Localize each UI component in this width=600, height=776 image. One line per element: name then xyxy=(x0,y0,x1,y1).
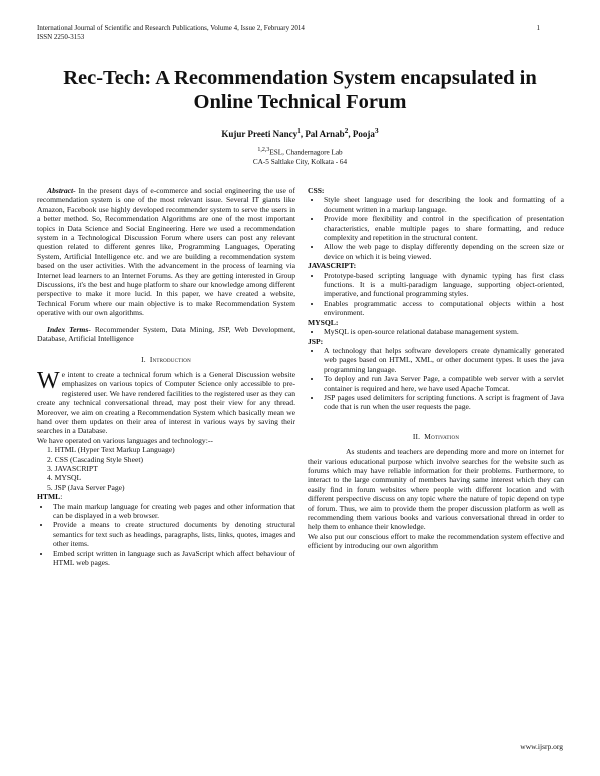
list-item: 3. JAVASCRIPT xyxy=(47,463,98,473)
list-item: • JSP pages used delimiters for scripting functions. A script is fragment of Java code that is run when the user requests the page. xyxy=(322,393,564,412)
right-column xyxy=(308,186,564,551)
author-list: Kujur Preeti Nancy$^1$, Pal Arnab$^2$, Pooja$^3$ xyxy=(221,126,379,139)
section-heading-introduction xyxy=(37,355,295,364)
index-terms xyxy=(37,325,295,344)
section-heading-motivation xyxy=(308,432,564,441)
affiliation-lab: ESL, Chandernagore Lab xyxy=(269,148,343,157)
html-heading xyxy=(37,492,295,501)
javascript-bullets xyxy=(308,271,564,318)
mysql-bullets xyxy=(308,327,564,336)
list-item: • Enables programmatic access to computational objects within a host environment. xyxy=(322,299,564,318)
left-column xyxy=(37,186,295,567)
list-intro: We have operated on various languages and technology:-- xyxy=(37,435,213,445)
list-item: • A technology that helps software developers create dynamically generated web pages based on HTML, XML, or other document types. It uses the java programming language. xyxy=(322,346,564,374)
affiliation-address: CA-5 Saltlake City, Kolkata - 64 xyxy=(252,157,348,166)
author-1: Kujur Preeti Nancy xyxy=(221,129,298,139)
css-bullets xyxy=(308,195,564,261)
list-item: • MySQL is open-source relational database management system. xyxy=(322,327,564,336)
jsp-bullets xyxy=(308,346,564,412)
paper-title: Rec-Tech: A Recommendation System encapsulated in Online Technical Forum xyxy=(63,67,537,113)
css-heading: CSS: xyxy=(308,186,325,195)
introduction-text: e intent to create a technical forum which is a General Discussion website emphasizes on various topics of Computer Science only accessible to pre-registered user. We have rendered facilities to the registered user as they can create any technical conversational thread, may post their view for any thread. Moreover, we aim on creating a Recommendation System which basically mean we hand over them updates on their area of interest in various ways by saving their searches in a Database. xyxy=(37,369,295,436)
author-1-sup: 1 xyxy=(297,126,301,135)
journal-line: International Journal of Scientific and Research Publications, Volume 4, Issue 2, February 2014 xyxy=(37,24,305,32)
abstract-label: Abstract- xyxy=(47,186,76,195)
tech-list xyxy=(37,445,295,492)
introduction-paragraph xyxy=(37,367,295,436)
author-3: Pooja xyxy=(352,129,375,139)
html-colon: : xyxy=(60,492,63,502)
affiliation-sup: 1,2,3 xyxy=(257,147,270,153)
list-item: • Embed script written in language such as JavaScript which affect behaviour of HTML web pages. xyxy=(51,549,295,568)
list-item: • The main markup language for creating web pages and other information that can be displayed in a web browser. xyxy=(51,502,295,521)
drop-cap: W xyxy=(37,367,60,394)
list-item: • Provide a means to create structured documents by denoting structural semantics for text such as headings, paragraphs, lists, links, quotes, images and other items. xyxy=(51,520,295,548)
javascript-heading: JAVASCRIPT: xyxy=(308,261,357,271)
author-2: Pal Arnab xyxy=(305,129,345,139)
list-item: 2. CSS (Cascading Style Sheet) xyxy=(47,454,143,464)
section-title: Motivation xyxy=(424,431,460,441)
motivation-body xyxy=(308,447,564,550)
issn: ISSN 2250-3153 xyxy=(37,33,85,41)
list-item: • Style sheet language used for describing the look and formatting of a document written in a markup language. xyxy=(322,195,564,214)
index-terms-text: - Recommender System, Data Mining, JSP, Web Development, Database, Artificial Intelligence xyxy=(37,324,295,344)
section-number: I. xyxy=(141,354,146,364)
author-3-sup: 3 xyxy=(374,126,379,135)
list-item: • Prototype-based scripting language with dynamic typing has first class functions. It is a multi-paradigm language, supporting object-oriented, imperative, and functional programming styles. xyxy=(322,271,564,299)
motivation-paragraph-2: We also put our conscious effort to make the recommendation system effective and efficient by introducing our own algorithm xyxy=(308,531,564,551)
affiliation xyxy=(40,146,560,167)
section-number: II. xyxy=(412,431,421,441)
mysql-heading: MYSQL: xyxy=(308,317,339,327)
page-number: 1 xyxy=(536,24,540,32)
list-item: 4. MYSQL xyxy=(47,473,82,483)
html-label: HTML xyxy=(37,492,61,502)
journal-header xyxy=(37,24,305,42)
list-item: • Provide more flexibility and control in the specification of presentation characteristics, enable multiple pages to share formatting, and reduce complexity and repetition in the structural content. xyxy=(322,214,564,242)
motivation-paragraph-1: As students and teachers are depending more and more on internet for their various educational purpose which involve searches for the website such as forums which may have reliable information for their problems. Furthermore, to interact to the large community of members having same interest which they can easily find in forum websites where people with different location and with different perspective discuss on any topic where the nature of topic depend on type of forum. Thus, we aim to provide them the proper discussion platform as well as recommending them various books and various conversational thread in order to help them to enhance their knowledge. xyxy=(308,447,564,532)
author-2-sup: 2 xyxy=(344,126,349,135)
index-terms-label: Index Terms xyxy=(47,324,89,334)
list-item: • Allow the web page to display differently depending on the screen size or device on which it is being viewed. xyxy=(322,242,564,261)
list-item: 5. JSP (Java Server Page) xyxy=(47,482,125,492)
abstract xyxy=(37,186,295,318)
jsp-heading: JSP: xyxy=(308,336,324,346)
list-item: 1. HTML (Hyper Text Markup Language) xyxy=(47,445,175,455)
section-title: Introduction xyxy=(149,354,191,364)
footer-url: www.ijsrp.org xyxy=(520,742,563,751)
abstract-text: In the present days of e-commerce and social engineering the use of recommendation system is one of the most relevant issue. Several IT giants like Amazon, Facebook use highly developed recommender system to serve the users in a better method. So, Recommendation Algorithms are one of the most important topics in Data Science and Social Engineering. Here we used a recommendation system in a Technological Discussion Forum where users can post any relevant question related to different genres like, Programming Languages, Operating System, Artificial Intelligence etc. and we are building a recommendation system based on the user activities. With the advancement in the process of learning via Internet lead learners to an Internet Forums. As they are getting interested in Group Discussions, it's the best and huge platform to share our knowledge among different perspective to make it more lucid. In this paper, we have created a website, Technical Forum where our main objective is to make Recommendation System operative with our own algorithms. xyxy=(37,186,295,318)
html-bullets xyxy=(37,502,295,568)
list-item: • To deploy and run Java Server Page, a compatible web server with a servlet container is required and here, we have used Apache Tomcat. xyxy=(322,374,564,393)
